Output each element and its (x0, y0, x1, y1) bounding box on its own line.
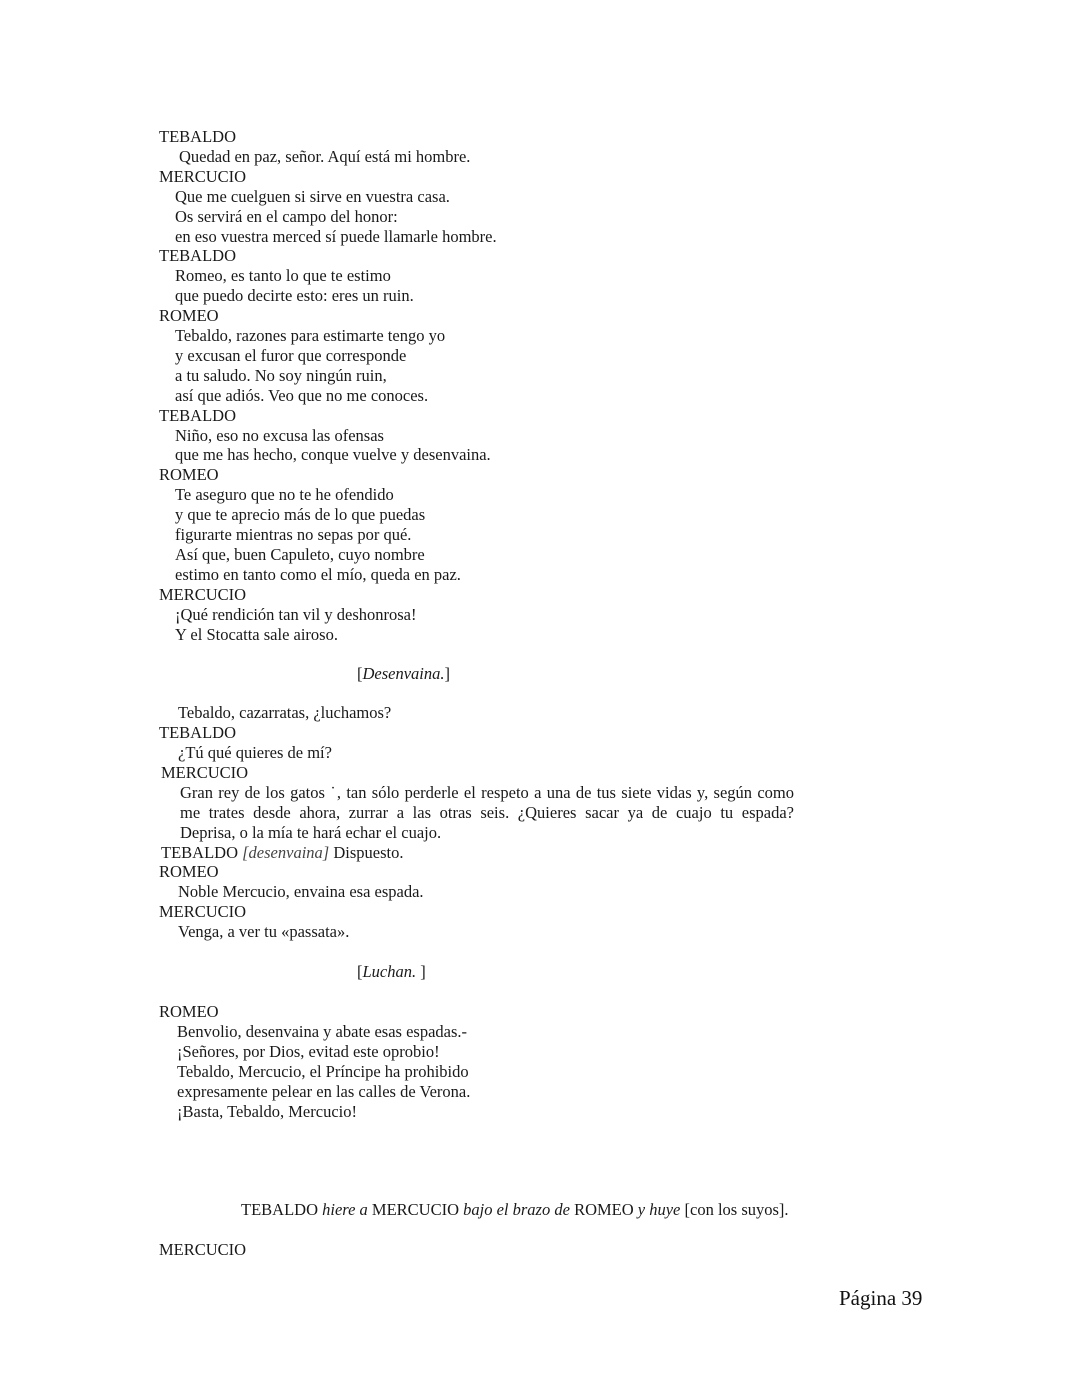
speaker-name-final: MERCUCIO (159, 1240, 247, 1259)
speech-line: Así que, buen Capuleto, cuyo nombre (175, 544, 425, 564)
speaker-name: ROMEO (159, 862, 219, 881)
speech-line: Tebaldo, razones para estimarte tengo yo (175, 326, 446, 345)
mercucio-speech-line-3: Deprisa, o la mía te hará echar el cuajo. (180, 823, 442, 842)
speaker-name: MERCUCIO (159, 901, 247, 921)
speech-line: Benvolio, desenvaina y abate esas espadas.- (177, 1021, 468, 1041)
speech-line: ¡Señores, por Dios, evitad este oprobio! (177, 1041, 440, 1061)
speech-line: y que te aprecio más de lo que puedas (175, 505, 426, 525)
speaker-name: MERCUCIO (159, 166, 247, 186)
speech-line: Quedad en paz, señor. Aquí está mi hombre. (179, 146, 471, 166)
speech-line: que me has hecho, conque vuelve y desenvaina. (175, 445, 491, 465)
speech-line: figurarte mientras no sepas por qué. (175, 525, 412, 544)
mercucio-speech-line-2: me trates desde ahora, zurrar a las otras seis. ¿Quieres sacar ya de cuajo tu espada? (180, 803, 794, 822)
speech-line: en eso vuestra merced sí puede llamarle hombre. (175, 226, 497, 246)
speech-line: ¡Qué rendición tan vil y deshonrosa! (175, 604, 417, 624)
inline-speech: Dispuesto. (333, 843, 404, 862)
speech-line: así que adiós. Veo que no me conoces. (175, 385, 429, 405)
speech-line: Noble Mercucio, envaina esa espada. (178, 881, 424, 901)
speech-line: Niño, eso no excusa las ofensas (175, 425, 384, 445)
speaker-name: TEBALDO (159, 127, 236, 146)
page-number: Página 39 (839, 1286, 923, 1310)
speech-line: ¡Basta, Tebaldo, Mercucio! (177, 1101, 357, 1121)
speech-line: estimo en tanto como el mío, queda en paz. (175, 564, 461, 584)
speaker-name: ROMEO (159, 465, 219, 485)
speech-line: Y el Stocatta sale airoso. (175, 624, 338, 644)
speaker-name: TEBALDO (161, 843, 238, 862)
speaker-name: TEBALDO (159, 246, 236, 266)
speech-line: Venga, a ver tu «passata». (178, 921, 350, 941)
speaker-name: TEBALDO (159, 405, 236, 425)
speech-line: ¿Tú qué quieres de mí? (178, 742, 332, 762)
speech-line: Tebaldo, cazarratas, ¿luchamos? (178, 703, 392, 722)
speech-line: expresamente pelear en las calles de Verona. (177, 1081, 471, 1101)
speech-line: Tebaldo, Mercucio, el Príncipe ha prohibido (177, 1061, 469, 1081)
speech-line: y excusan el furor que corresponde (175, 345, 407, 365)
stage-direction-tebaldo-hiere: TEBALDO hiere a MERCUCIO bajo el brazo de ROMEO y huye [con los suyos]. (241, 1200, 789, 1219)
speaker-name: TEBALDO (159, 722, 236, 742)
speech-line: Os servirá en el campo del honor: (175, 206, 398, 226)
speech-line: Que me cuelguen si sirve en vuestra casa. (175, 186, 450, 206)
speaker-name: MERCUCIO (159, 584, 247, 604)
mercucio-speech-line-1: Gran rey de los gatos ˙, tan sólo perderle el respeto a una de tus siete vidas y, según como (180, 783, 794, 802)
stage-direction-desenvaina: [Desenvaina.] (357, 664, 451, 683)
speaker-name: MERCUCIO (161, 762, 249, 782)
tebaldo-inline-line (161, 843, 403, 863)
speech-line: Te aseguro que no te he ofendido (175, 485, 394, 505)
speech-line: a tu saludo. No soy ningún ruin, (175, 365, 387, 385)
inline-stage-direction: [desenvaina] (242, 843, 330, 862)
stage-direction-luchan: [Luchan. ] (357, 962, 426, 981)
speech-line: que puedo decirte esto: eres un ruin. (175, 286, 414, 306)
speaker-name: ROMEO (159, 306, 219, 326)
speech-line: Romeo, es tanto lo que te estimo (175, 266, 391, 286)
speaker-name: ROMEO (159, 1002, 219, 1021)
